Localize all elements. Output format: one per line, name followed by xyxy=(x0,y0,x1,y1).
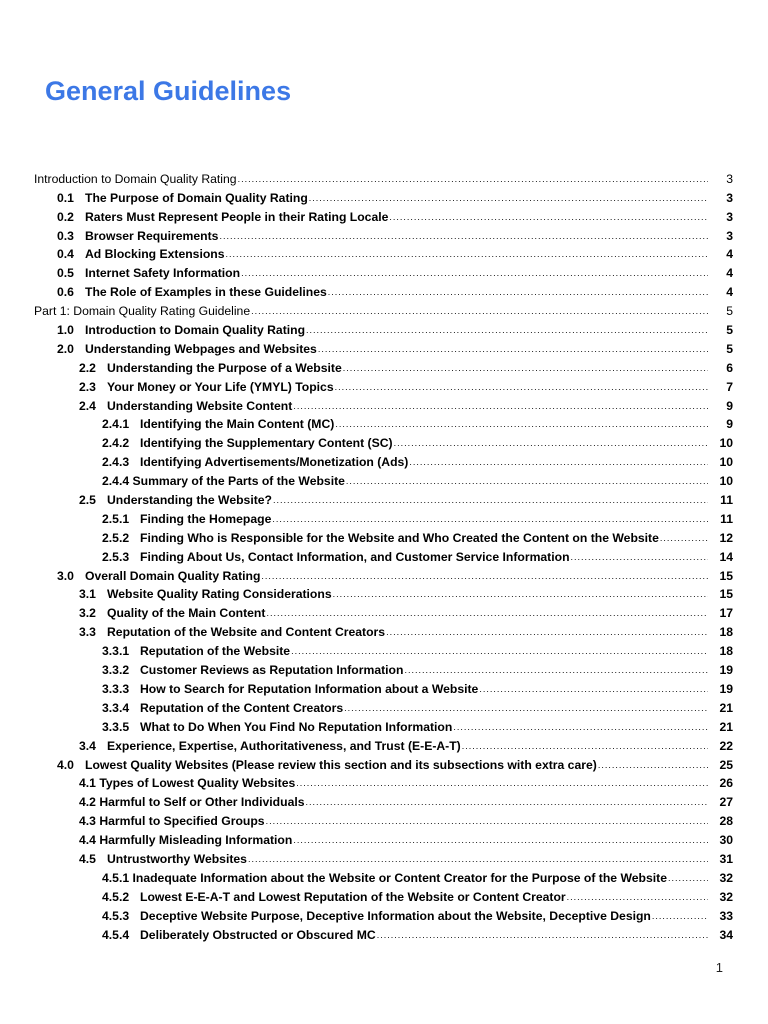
toc-entry-number: 2.3 xyxy=(79,379,96,394)
dot-leader xyxy=(266,606,708,620)
dot-leader xyxy=(296,776,708,790)
toc-entry-page: 7 xyxy=(726,379,733,394)
toc-entry[interactable] xyxy=(0,262,768,281)
toc-entry-title: Finding About Us, Contact Information, and Customer Service Information xyxy=(140,549,570,564)
toc-entry-page: 12 xyxy=(719,530,733,545)
page-number: 1 xyxy=(715,960,723,975)
toc-entry-title: Internet Safety Information xyxy=(85,266,241,281)
dot-leader xyxy=(241,266,708,280)
toc-entry-title: Your Money or Your Life (YMYL) Topics xyxy=(107,379,334,394)
dot-leader xyxy=(409,455,708,469)
toc-entry[interactable] xyxy=(0,716,768,735)
toc-entry-page: 4 xyxy=(726,266,733,281)
toc-entry-title: Deceptive Website Purpose, Deceptive Information about the Website, Deceptive Design xyxy=(140,908,651,923)
toc-entry[interactable] xyxy=(0,168,768,187)
toc-entry-number: 2.4.2 xyxy=(102,436,130,451)
toc-entry[interactable] xyxy=(0,300,768,319)
toc-entry-page: 17 xyxy=(719,606,733,621)
toc-entry-number: 0.6 xyxy=(57,285,74,300)
toc-entry[interactable] xyxy=(0,432,768,451)
dot-leader xyxy=(273,493,708,507)
toc-entry-number: 4.5.4 xyxy=(102,927,130,942)
toc-entry-title: Identifying the Main Content (MC) xyxy=(140,417,335,432)
toc-entry-page: 5 xyxy=(726,341,733,356)
toc-entry[interactable] xyxy=(0,489,768,508)
dot-leader xyxy=(293,833,708,847)
toc-entry[interactable] xyxy=(0,244,768,263)
toc-entry-page: 5 xyxy=(726,304,733,319)
table-of-contents xyxy=(0,168,768,943)
toc-entry[interactable] xyxy=(0,867,768,886)
dot-leader xyxy=(261,569,708,583)
toc-entry-title: The Role of Examples in these Guidelines xyxy=(85,285,327,300)
toc-entry[interactable] xyxy=(0,773,768,792)
toc-entry-number: 3.3.1 xyxy=(102,644,130,659)
toc-entry-title: Reputation of the Website and Content Creators xyxy=(107,625,386,640)
toc-entry-number: 3.4 xyxy=(79,738,96,753)
toc-entry[interactable] xyxy=(0,508,768,527)
dot-leader xyxy=(386,625,708,639)
toc-entry[interactable] xyxy=(0,414,768,433)
toc-entry-page: 26 xyxy=(719,776,733,791)
toc-entry-title: Untrustworthy Websites xyxy=(107,851,247,866)
dot-leader xyxy=(328,285,708,299)
toc-entry-title: The Purpose of Domain Quality Rating xyxy=(85,190,308,205)
toc-entry-number: 3.3.3 xyxy=(102,681,130,696)
toc-entry-page: 5 xyxy=(726,323,733,338)
dot-leader xyxy=(462,739,708,753)
dot-leader xyxy=(598,758,708,772)
dot-leader xyxy=(309,191,708,205)
dot-leader xyxy=(272,512,708,526)
toc-entry-number: 2.0 xyxy=(57,341,74,356)
toc-entry-number: 3.3.4 xyxy=(102,700,130,715)
dot-leader xyxy=(571,550,708,564)
toc-entry-title: 4.2 Harmful to Self or Other Individuals xyxy=(79,795,305,810)
toc-entry-title: Ad Blocking Extensions xyxy=(85,247,225,262)
toc-entry-page: 32 xyxy=(719,889,733,904)
toc-entry[interactable] xyxy=(0,527,768,546)
dot-leader xyxy=(266,814,708,828)
toc-entry-title: Overall Domain Quality Rating xyxy=(85,568,261,583)
toc-entry-page: 21 xyxy=(719,700,733,715)
toc-entry[interactable] xyxy=(0,810,768,829)
toc-entry[interactable] xyxy=(0,319,768,338)
toc-entry[interactable] xyxy=(0,225,768,244)
toc-entry-page: 9 xyxy=(726,417,733,432)
toc-entry-number: 3.3 xyxy=(79,625,96,640)
toc-entry-number: 2.4.1 xyxy=(102,417,130,432)
toc-entry[interactable] xyxy=(0,451,768,470)
toc-entry[interactable] xyxy=(0,584,768,603)
toc-entry-page: 3 xyxy=(726,228,733,243)
toc-entry-title: Raters Must Represent People in their Rating Locale xyxy=(85,209,389,224)
toc-entry-page: 3 xyxy=(726,190,733,205)
toc-entry[interactable] xyxy=(0,602,768,621)
dot-leader xyxy=(251,304,708,318)
toc-entry-page: 32 xyxy=(719,870,733,885)
toc-entry-title: Introduction to Domain Quality Rating xyxy=(85,323,306,338)
dot-leader xyxy=(344,701,708,715)
toc-entry-number: 0.3 xyxy=(57,228,74,243)
dot-leader xyxy=(306,323,708,337)
toc-entry-title: 4.5.1 Inadequate Information about the Website or Content Creator for the Purpose of the Website xyxy=(102,870,667,885)
toc-entry[interactable] xyxy=(0,470,768,489)
dot-leader xyxy=(318,342,708,356)
toc-entry-page: 22 xyxy=(719,738,733,753)
dot-leader xyxy=(453,720,708,734)
document-title: General Guidelines xyxy=(45,76,292,106)
toc-entry-title: Lowest E-E-A-T and Lowest Reputation of the Website or Content Creator xyxy=(140,889,566,904)
toc-entry-title: 4.3 Harmful to Specified Groups xyxy=(79,814,265,829)
toc-entry-title: Part 1: Domain Quality Rating Guideline xyxy=(34,304,251,319)
toc-entry-number: 2.5.2 xyxy=(102,530,130,545)
toc-entry-number: 2.5.3 xyxy=(102,549,130,564)
dot-leader xyxy=(219,229,708,243)
toc-entry-title: What to Do When You Find No Reputation Information xyxy=(140,719,453,734)
toc-entry-page: 11 xyxy=(720,493,733,508)
toc-entry[interactable] xyxy=(0,829,768,848)
toc-entry-page: 14 xyxy=(719,549,733,564)
toc-entry-number: 3.3.2 xyxy=(102,663,130,678)
toc-entry[interactable] xyxy=(0,848,768,867)
toc-entry-number: 3.0 xyxy=(57,568,74,583)
dot-leader xyxy=(291,644,708,658)
toc-entry-title: Customer Reviews as Reputation Information xyxy=(140,663,404,678)
toc-entry-title: Website Quality Rating Considerations xyxy=(107,587,332,602)
toc-entry-page: 15 xyxy=(719,568,733,583)
toc-entry-title: Deliberately Obstructed or Obscured MC xyxy=(140,927,376,942)
dot-leader xyxy=(293,399,708,413)
toc-entry-page: 18 xyxy=(719,644,733,659)
toc-entry-page: 34 xyxy=(719,927,733,942)
toc-entry-title: Browser Requirements xyxy=(85,228,219,243)
toc-entry[interactable] xyxy=(0,357,768,376)
toc-entry-page: 15 xyxy=(719,587,733,602)
toc-entry-page: 10 xyxy=(719,455,733,470)
toc-entry-title: Finding Who is Responsible for the Website and Who Created the Content on the Website xyxy=(140,530,659,545)
toc-entry[interactable] xyxy=(0,678,768,697)
dot-leader xyxy=(479,682,708,696)
toc-entry[interactable] xyxy=(0,281,768,300)
toc-entry-number: 0.4 xyxy=(57,247,74,262)
toc-entry-number: 2.2 xyxy=(79,360,96,375)
toc-entry-page: 10 xyxy=(719,436,733,451)
toc-entry-title: Understanding Website Content xyxy=(107,398,293,413)
dot-leader xyxy=(660,531,708,545)
toc-entry-number: 4.0 xyxy=(57,757,74,772)
toc-entry-number: 2.4.3 xyxy=(102,455,130,470)
toc-entry-title: Lowest Quality Websites (Please review this section and its subsections with extra care) xyxy=(85,757,597,772)
toc-entry-title: Reputation of the Website xyxy=(140,644,291,659)
toc-entry-page: 3 xyxy=(726,209,733,224)
toc-entry-title: Finding the Homepage xyxy=(140,511,272,526)
dot-leader xyxy=(377,928,708,942)
dot-leader xyxy=(343,361,708,375)
toc-entry-page: 31 xyxy=(719,851,733,866)
toc-entry-title: 2.4.4 Summary of the Parts of the Website xyxy=(102,474,345,489)
toc-entry-page: 28 xyxy=(719,814,733,829)
toc-entry-title: Experience, Expertise, Authoritativeness, and Trust (E-E-A-T) xyxy=(107,738,461,753)
toc-entry-page: 19 xyxy=(719,681,733,696)
toc-entry-title: Understanding the Purpose of a Website xyxy=(107,360,342,375)
toc-entry-title: Quality of the Main Content xyxy=(107,606,266,621)
toc-entry[interactable] xyxy=(0,924,768,943)
toc-entry-page: 10 xyxy=(719,474,733,489)
toc-entry-title: Reputation of the Content Creators xyxy=(140,700,344,715)
toc-entry-number: 0.2 xyxy=(57,209,74,224)
toc-entry-page: 18 xyxy=(719,625,733,640)
toc-entry-title: How to Search for Reputation Information about a Website xyxy=(140,681,479,696)
toc-entry-number: 2.5.1 xyxy=(102,511,130,526)
toc-entry[interactable] xyxy=(0,621,768,640)
toc-entry-page: 19 xyxy=(719,663,733,678)
toc-entry-page: 27 xyxy=(719,795,733,810)
toc-entry[interactable] xyxy=(0,754,768,773)
toc-entry[interactable] xyxy=(0,640,768,659)
toc-entry-page: 4 xyxy=(726,285,733,300)
dot-leader xyxy=(394,436,708,450)
dot-leader xyxy=(248,852,708,866)
toc-entry-page: 25 xyxy=(719,757,733,772)
toc-entry[interactable] xyxy=(0,886,768,905)
toc-entry-number: 3.1 xyxy=(79,587,96,602)
toc-entry[interactable] xyxy=(0,697,768,716)
dot-leader xyxy=(335,380,708,394)
dot-leader xyxy=(668,871,708,885)
toc-entry-number: 2.5 xyxy=(79,493,96,508)
toc-entry-number: 4.5.2 xyxy=(102,889,130,904)
toc-entry-page: 4 xyxy=(726,247,733,262)
dot-leader xyxy=(306,795,708,809)
toc-entry-page: 3 xyxy=(726,171,733,186)
dot-leader xyxy=(333,587,708,601)
toc-entry-number: 0.1 xyxy=(57,190,74,205)
toc-entry-title: Understanding the Website? xyxy=(107,493,272,508)
toc-entry[interactable] xyxy=(0,546,768,565)
dot-leader xyxy=(567,890,708,904)
dot-leader xyxy=(389,210,708,224)
toc-entry[interactable] xyxy=(0,735,768,754)
toc-entry-page: 6 xyxy=(726,360,733,375)
toc-entry[interactable] xyxy=(0,376,768,395)
toc-entry[interactable] xyxy=(0,565,768,584)
toc-entry-title: Identifying the Supplementary Content (SC) xyxy=(140,436,393,451)
dot-leader xyxy=(404,663,708,677)
toc-entry[interactable] xyxy=(0,905,768,924)
toc-entry[interactable] xyxy=(0,395,768,414)
toc-entry-page: 9 xyxy=(726,398,733,413)
toc-entry-number: 4.5 xyxy=(79,851,96,866)
toc-entry-number: 2.4 xyxy=(79,398,96,413)
toc-entry[interactable] xyxy=(0,206,768,225)
dot-leader xyxy=(226,247,708,261)
dot-leader xyxy=(238,172,708,186)
toc-entry-title: Introduction to Domain Quality Rating xyxy=(34,171,237,186)
toc-entry-title: Understanding Webpages and Websites xyxy=(85,341,317,356)
dot-leader xyxy=(652,909,708,923)
toc-entry-number: 3.2 xyxy=(79,606,96,621)
toc-entry[interactable] xyxy=(0,187,768,206)
toc-entry-number: 1.0 xyxy=(57,323,74,338)
dot-leader xyxy=(335,417,708,431)
toc-entry[interactable] xyxy=(0,791,768,810)
toc-entry-title: Identifying Advertisements/Monetization (Ads) xyxy=(140,455,409,470)
toc-entry-title: 4.1 Types of Lowest Quality Websites xyxy=(79,776,296,791)
toc-entry-title: 4.4 Harmfully Misleading Information xyxy=(79,833,293,848)
toc-entry-number: 3.3.5 xyxy=(102,719,130,734)
toc-entry[interactable] xyxy=(0,338,768,357)
toc-entry-page: 33 xyxy=(719,908,733,923)
toc-entry-page: 30 xyxy=(719,833,733,848)
dot-leader xyxy=(346,474,708,488)
toc-entry-page: 21 xyxy=(719,719,733,734)
toc-entry-number: 4.5.3 xyxy=(102,908,130,923)
toc-entry-page: 11 xyxy=(720,511,733,526)
toc-entry-number: 0.5 xyxy=(57,266,74,281)
toc-entry[interactable] xyxy=(0,659,768,678)
